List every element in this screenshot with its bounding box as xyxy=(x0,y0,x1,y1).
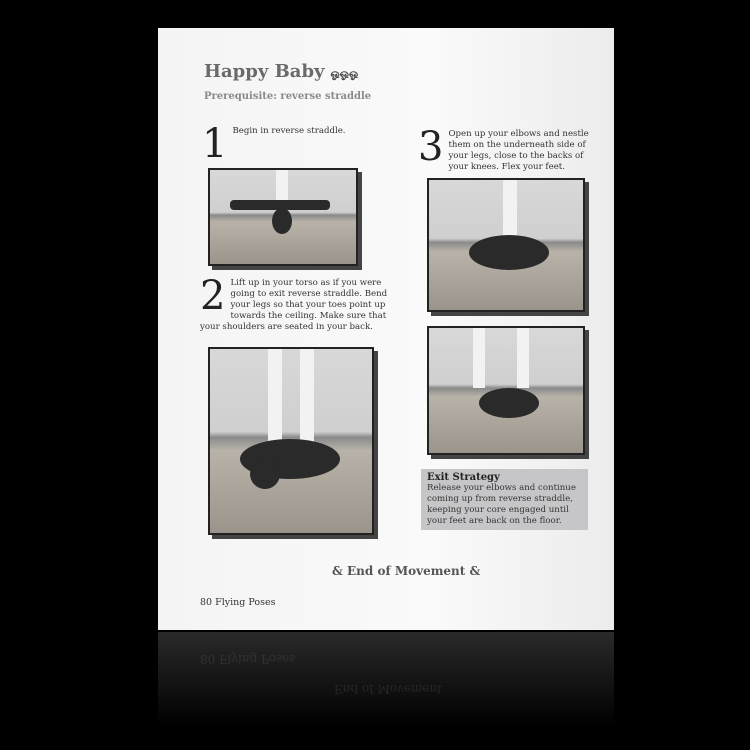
step-3-photo-bottom xyxy=(427,326,585,455)
title-ornament-icon: ஓஓஓ xyxy=(330,67,359,80)
exit-strategy-text: Release your elbows and continue coming up from reverse straddle, keeping your core engaged until your feet are back on the floor. xyxy=(427,483,576,526)
exit-strategy-title: Exit Strategy xyxy=(427,472,500,483)
step-3 xyxy=(418,124,600,173)
step-3-number: 3 xyxy=(418,124,444,170)
title-text: Happy Baby xyxy=(204,61,325,82)
exit-strategy-box xyxy=(421,469,588,530)
end-label: End of Movement xyxy=(347,564,466,578)
end-ornament-left-icon: & xyxy=(332,564,343,578)
end-ornament-right-icon: & xyxy=(469,564,481,578)
book-page xyxy=(158,28,614,630)
step-1-text: Begin in reverse straddle. xyxy=(232,126,346,136)
step-2-text: Lift up in your torso as if you were going to exit reverse straddle. Bend your legs so that your toes point up towards the ceiling. Make sure that your shoulders are seated in your back. xyxy=(200,278,388,332)
step-3-photo-top xyxy=(427,178,585,312)
page-reflection xyxy=(158,632,614,750)
step-2-number: 2 xyxy=(200,273,226,319)
step-2 xyxy=(200,273,396,333)
step-3-text: Open up your elbows and nestle them on the underneath side of your legs, close to the backs of your knees. Flex your feet. xyxy=(448,129,589,172)
prerequisite: Prerequisite: reverse straddle xyxy=(204,91,372,102)
step-1-photo xyxy=(208,168,358,266)
step-1 xyxy=(202,121,392,167)
page-title xyxy=(204,61,358,82)
reflection-footer: 80 Flying Poses xyxy=(200,652,296,666)
end-of-movement xyxy=(332,564,480,578)
reflection-end-label: End of Movement xyxy=(334,682,442,696)
page-footer: 80 Flying Poses xyxy=(200,597,276,608)
step-1-number: 1 xyxy=(202,121,228,167)
step-2-photo xyxy=(208,347,374,535)
